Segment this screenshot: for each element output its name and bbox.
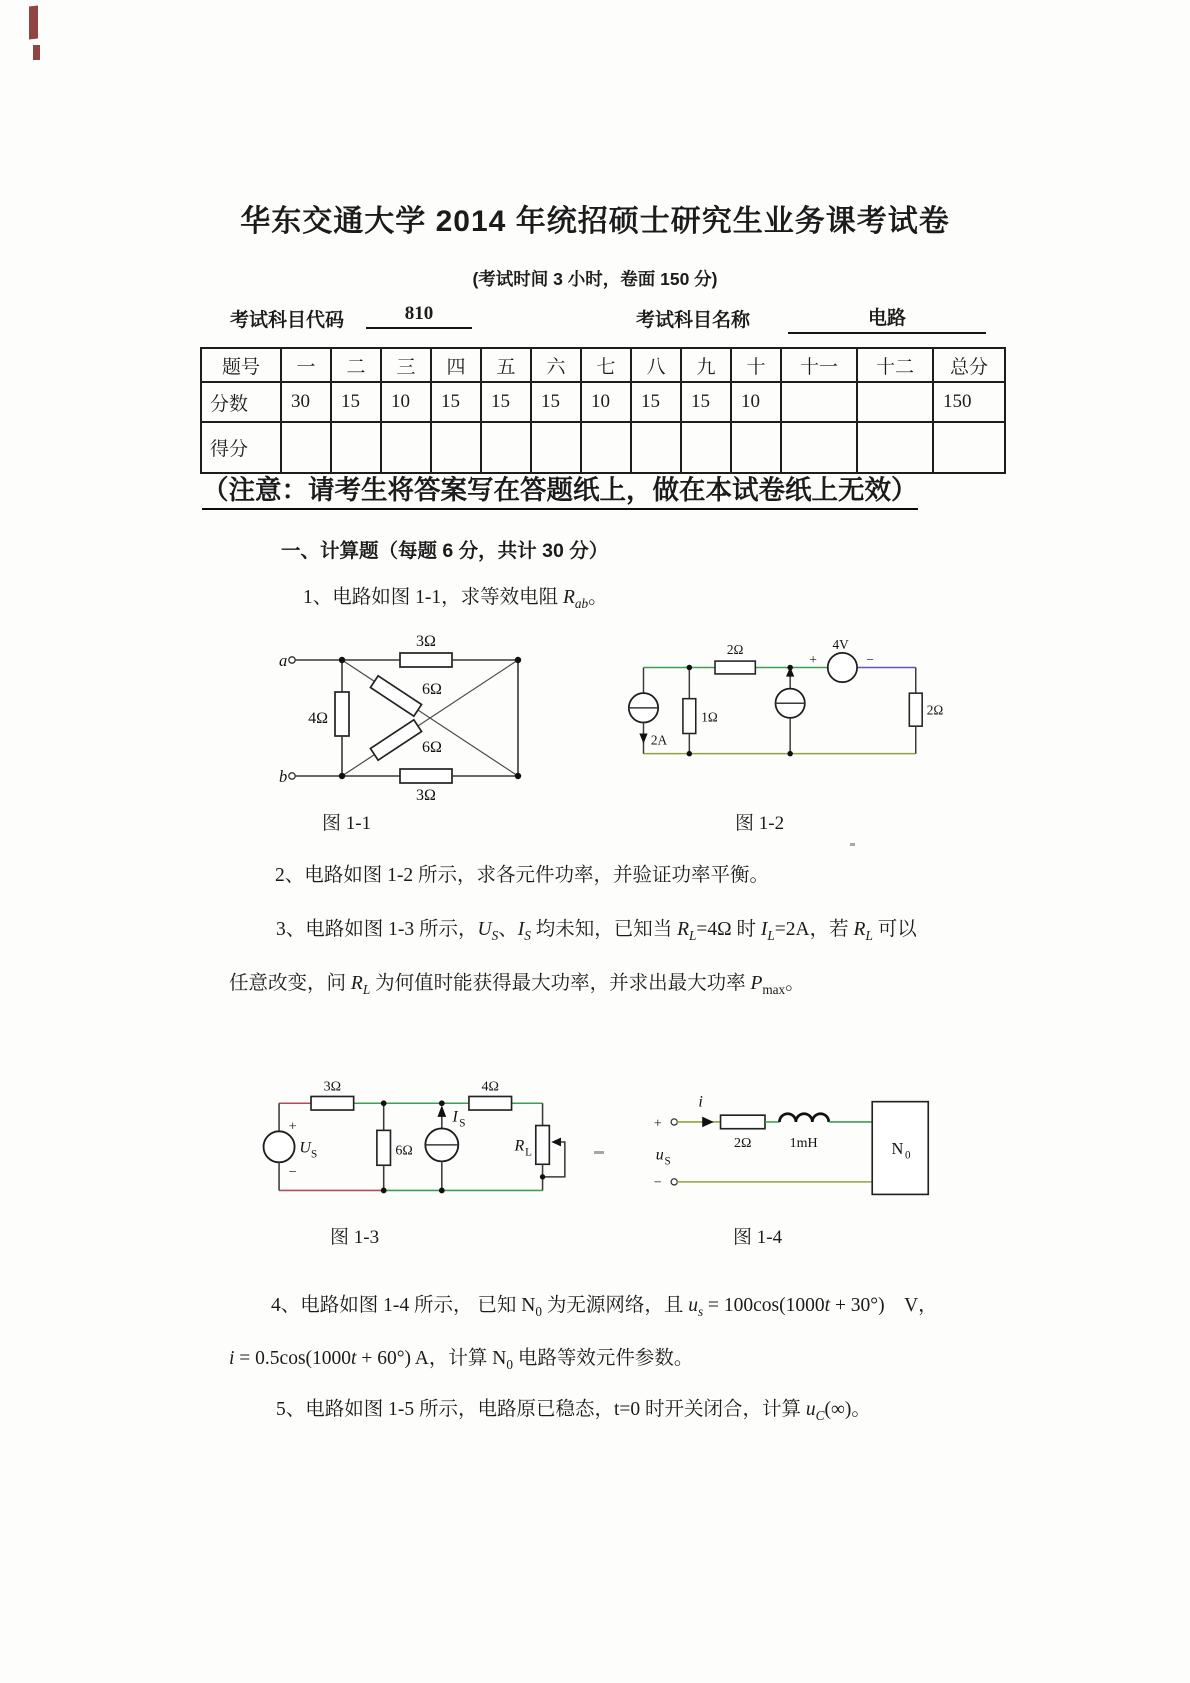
load-resistor-label: R bbox=[514, 1137, 525, 1155]
col-header: 一 bbox=[281, 348, 331, 382]
source-terminals bbox=[654, 1117, 677, 1191]
resistor-2ohm-series bbox=[715, 642, 755, 674]
question-5: 5、电路如图 1-5 所示，电路原已稳态，t=0 时开关闭合，计算 $u_C(\infty)$。 bbox=[276, 1399, 871, 1423]
scan-artifact bbox=[33, 45, 40, 60]
empty-cell bbox=[857, 422, 933, 473]
section-heading: 一、计算题（每题 6 分，共计 30 分） bbox=[281, 540, 609, 562]
resistor-symbol bbox=[400, 769, 452, 783]
row-label: 得分 bbox=[201, 422, 281, 473]
col-header: 七 bbox=[581, 348, 631, 382]
subject-name-label: 考试科目名称 bbox=[636, 310, 751, 331]
subject-name-value: 电路 bbox=[788, 303, 986, 334]
resistor-6ohm bbox=[377, 1103, 413, 1190]
resistor-label: 4Ω bbox=[481, 1078, 499, 1095]
score-cell: 10 bbox=[731, 382, 781, 422]
notice-banner bbox=[202, 468, 1002, 507]
score-table bbox=[200, 347, 1006, 474]
resistor-label: 6Ω bbox=[395, 1142, 413, 1159]
resistor-1ohm bbox=[683, 668, 718, 754]
current-source-is bbox=[425, 1105, 465, 1190]
figure-caption-1-4: 图 1-4 bbox=[733, 1227, 783, 1248]
resistor-diag-lower bbox=[370, 720, 421, 760]
question-3-line-2: 任意改变，问 $R_L$ 为何值时能获得最大功率，并求出最大功率 $P_{max}$。 bbox=[229, 973, 805, 997]
score-cell: 10 bbox=[381, 382, 431, 422]
resistor-diag-upper bbox=[370, 676, 421, 716]
left-branch bbox=[335, 660, 349, 776]
empty-cell bbox=[681, 422, 731, 473]
score-cell: 15 bbox=[531, 382, 581, 422]
col-header: 二 bbox=[331, 348, 381, 382]
current-label: i bbox=[698, 1093, 703, 1111]
network-n0-box bbox=[872, 1102, 928, 1195]
network-label-sub: 0 bbox=[905, 1149, 911, 1162]
score-cell: 15 bbox=[431, 382, 481, 422]
subject-code-value: 810 bbox=[366, 303, 472, 329]
resistor-label: 2Ω bbox=[926, 702, 944, 718]
score-cell: 30 bbox=[281, 382, 331, 422]
bottom-branch bbox=[295, 769, 518, 783]
polarity-minus: − bbox=[653, 1175, 662, 1191]
figure-caption-1-3: 图 1-3 bbox=[330, 1227, 380, 1248]
resistor-4ohm bbox=[469, 1079, 512, 1110]
current-source-label: I bbox=[452, 1108, 458, 1126]
empty-cell bbox=[933, 422, 1005, 473]
source-voltage-label: u bbox=[655, 1146, 664, 1164]
resistor-label: 6Ω bbox=[422, 681, 442, 698]
empty-cell bbox=[381, 422, 431, 473]
empty-cell bbox=[481, 422, 531, 473]
notice-text: （注意：请考生将答案写在答题纸上，做在本试卷纸上无效） bbox=[202, 475, 918, 510]
exam-subtitle: (考试时间 3 小时，卷面 150 分) bbox=[472, 269, 718, 289]
current-source-label-sub: S bbox=[459, 1117, 466, 1130]
figure-1-4-circuit bbox=[648, 1092, 938, 1206]
score-cell bbox=[781, 382, 857, 422]
empty-cell bbox=[281, 422, 331, 473]
resistor-2ohm bbox=[721, 1115, 765, 1151]
score-cell: 15 bbox=[331, 382, 381, 422]
question-4-line-2: i = 0.5cos(1000t + 60°) A，计算 $N_0$ 电路等效元件参数。 bbox=[229, 1348, 694, 1372]
score-cell: 15 bbox=[681, 382, 731, 422]
resistor-label: 2Ω bbox=[734, 1136, 752, 1152]
row-label: 分数 bbox=[201, 382, 281, 422]
score-cell: 10 bbox=[581, 382, 631, 422]
terminal-b bbox=[289, 773, 295, 779]
empty-cell bbox=[731, 422, 781, 473]
bridge-diagonals bbox=[342, 660, 518, 776]
polarity-plus: + bbox=[809, 651, 817, 667]
terminal-b-label: b bbox=[279, 767, 288, 786]
resistor-label: 3Ω bbox=[323, 1078, 342, 1095]
col-header: 十二 bbox=[857, 348, 933, 382]
score-cell: 15 bbox=[631, 382, 681, 422]
polarity-minus: − bbox=[866, 651, 874, 667]
table-row-scores bbox=[201, 382, 1005, 422]
figure-caption-1-1: 图 1-1 bbox=[322, 813, 372, 834]
resistor-2ohm-right bbox=[909, 668, 943, 754]
figure-1-1-circuit bbox=[278, 630, 563, 804]
question-1: 1、电路如图 1-1，求等效电阻 $R_{ab}$。 bbox=[303, 587, 608, 611]
subject-code-label: 考试科目代码 bbox=[230, 310, 345, 331]
scan-artifact bbox=[29, 6, 38, 40]
empty-cell bbox=[531, 422, 581, 473]
table-row-question-numbers bbox=[201, 348, 1005, 382]
question-3-line-1: 3、电路如图 1-3 所示，$U_S$、$I_S$ 均未知，已知当 $R_L=4\Omega$ 时 $I_L=2A$，若 $R_L$ 可以 bbox=[276, 919, 917, 943]
inductor-1mH bbox=[779, 1114, 828, 1151]
load-resistor-label-sub: L bbox=[525, 1146, 532, 1159]
voltage-source-label: U bbox=[299, 1139, 311, 1157]
source-voltage-label-sub: S bbox=[664, 1155, 671, 1168]
col-header: 九 bbox=[681, 348, 731, 382]
scan-artifact bbox=[850, 843, 855, 846]
resistor-label: 1Ω bbox=[701, 709, 718, 725]
figure-caption-1-2: 图 1-2 bbox=[735, 813, 785, 834]
terminal-a bbox=[289, 657, 295, 663]
score-cell bbox=[857, 382, 933, 422]
voltage-source-label: 4V bbox=[832, 637, 849, 653]
score-cell: 150 bbox=[933, 382, 1005, 422]
voltage-source-label-sub: S bbox=[311, 1148, 318, 1161]
resistor-label: 3Ω bbox=[416, 633, 436, 650]
resistor-label: 2Ω bbox=[726, 641, 744, 657]
resistor-label: 3Ω bbox=[416, 787, 436, 804]
page-title: 华东交通大学 2014 年统招硕士研究生业务课考试卷 bbox=[240, 205, 950, 238]
resistor-symbol bbox=[335, 692, 349, 736]
terminal-a-label: a bbox=[279, 651, 288, 670]
network-label: N bbox=[891, 1138, 904, 1158]
resistor-3ohm bbox=[311, 1079, 354, 1110]
polarity-plus: + bbox=[653, 1116, 662, 1132]
voltage-source-us bbox=[264, 1103, 318, 1190]
col-header: 四 bbox=[431, 348, 481, 382]
empty-cell bbox=[431, 422, 481, 473]
col-header: 十 bbox=[731, 348, 781, 382]
current-source-label: 2A bbox=[650, 732, 668, 748]
current-source-4A bbox=[776, 667, 805, 754]
top-branch bbox=[295, 653, 518, 667]
figure-1-3-circuit bbox=[240, 1080, 570, 1204]
load-resistor-rl bbox=[513, 1103, 564, 1190]
polarity-plus: + bbox=[288, 1118, 297, 1135]
col-header: 三 bbox=[381, 348, 431, 382]
col-header: 八 bbox=[631, 348, 681, 382]
resistor-label: 6Ω bbox=[422, 739, 442, 756]
col-header: 六 bbox=[531, 348, 581, 382]
empty-cell bbox=[631, 422, 681, 473]
question-4-line-1: 4、电路如图 1-4 所示， 已知 $N_0$ 为无源网络，且 $u_s = 100\cos(1000t + 30^\circ)$ V， bbox=[271, 1295, 938, 1319]
empty-cell bbox=[581, 422, 631, 473]
scan-artifact bbox=[594, 1151, 604, 1154]
table-row-obtained bbox=[201, 422, 1005, 473]
empty-cell bbox=[781, 422, 857, 473]
score-cell: 15 bbox=[481, 382, 531, 422]
row-label: 题号 bbox=[201, 348, 281, 382]
col-header: 五 bbox=[481, 348, 531, 382]
polarity-minus: − bbox=[288, 1163, 297, 1180]
resistor-label: 4Ω bbox=[308, 710, 328, 727]
col-header: 总分 bbox=[933, 348, 1005, 382]
question-2: 2、电路如图 1-2 所示，求各元件功率，并验证功率平衡。 bbox=[275, 865, 769, 886]
empty-cell bbox=[331, 422, 381, 473]
figure-1-2-circuit bbox=[620, 637, 944, 761]
voltage-source-4V bbox=[809, 637, 873, 682]
col-header: 十一 bbox=[781, 348, 857, 382]
current-source-2A bbox=[629, 668, 668, 754]
resistor-symbol bbox=[400, 653, 452, 667]
inductor-label: 1mH bbox=[789, 1136, 818, 1152]
